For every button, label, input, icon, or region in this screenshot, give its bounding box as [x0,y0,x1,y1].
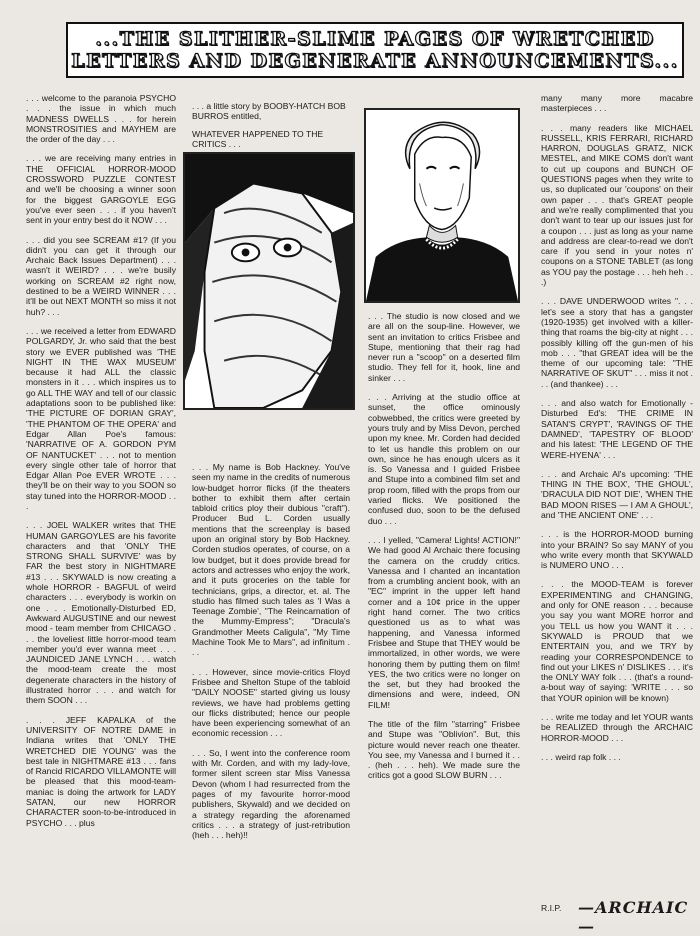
paragraph: . . . However, since movie-critics Floyd Frisbee and Shelton Stupe of the tabloid "DAILY NOOSE" started giving us lousy reviews, we have had problems getting our flicks distributed; hence our people have been experiencing somewhat of an economic recession . . . [192,666,350,739]
column-2 [192,462,350,849]
paragraph: many many more macabre masterpieces . . . [541,93,693,114]
paragraph: . . . welcome to the paranoia PSYCHO . . . the issue in which much MADNESS DWELLS . . . for herein MONSTROSITIES and MAYHEM are the order of the day . . . [26,93,176,145]
illustration-elderly-woman [364,108,520,303]
paragraph: . . . is the HORROR-MOOD burning into your BRAIN? So say MANY of you who write every month that SKYWALD is NUMERO UNO . . . [541,529,693,571]
paragraph: . . . many readers like MICHAEL RUSSELL, KRIS FERRARI, RICHARD HARRON, DOUGLAS GRATZ, NICK MESTEL, and MIKE COMS don't want to cut up coupons and BUNCH OF QUESTIONS pages when they write to us, so duplicated our 'coupons' on their own paper . . . that's GREAT people and we're really complimented that you don't want to tear up our issues just for a coupon . . . just as long as your name and address are clear-to-read we don't care if you send in your notes n' coupons on a STONE TABLET (as long as YOU pay the postage . . . heh heh . . .) [541,122,693,288]
header-line-1: ...THE SLITHER-SLIME PAGES OF WRETCHED [95,28,655,50]
paragraph: . . . I yelled, "Camera! Lights! ACTION!" We had good Al Archaic there focusing the camera on the cruddy critics. Vanessa and I chanted an incantation from a crumbling ancient book, with an "EC" imprint in the upper left hand corner and a 10¢ price in the upper right hand corner. The two critics questioned us as to what was happening, and Vanessa informed Frisbee and Stupe that THEY would be immortalized, in other words, we were honoring them by putting them on film! YES, the two critics were no longer on the set, but they had brooked the dimensions and were, indeed, ON FILM! [368,534,520,710]
paragraph: . . . and Archaic Al's upcoming: 'THE THING IN THE BOX', 'THE GHOUL', 'DRACULA DID NOT DIE', 'WHEN THE BAD MOON RISES — I AM A GHOUL', and 'THE ANCIENT ONE' . . . [541,468,693,520]
paragraph: . . . weird rap folk . . . [541,751,621,762]
column-3 [368,311,520,790]
paragraph: . . . My name is Bob Hackney. You've seen my name in the credits of numerous low-budget horror flicks (if the theaters bother to exhibit them after certain tabloid critics ploy their dubious "craft"). Producer Bud L. Corden usually mentions that the screenplay is based upon an original story by Bob Hackney. Corden studios operates, of course, on a low budget, but it does provide bread for actors and actresses who enjoy the work, and it puts groceries on the table for technicians, grips, a director, et. al. The studio has filmed such tales as 'I Was a Teenage Zombie', "The Reincarnation of the Mummy-Empress"; "Dracula's Grandmother Meets Caligula", "My Time Machine Took Me to Mars", ad infinitum . . . [192,462,350,658]
paragraph: . . . we received a letter from EDWARD POLGARDY, Jr. who said that the best story we EVER published was 'THE NIGHT IN THE WAX MUSEUM' because it had ALL the classic monsters in it . . . which inspires us to go ALL THE WAY and tell of our classic adaptations soon to be published like: 'THE PICTURE OF DORIAN GRAY', 'THE PHANTOM OF THE OPERA' and Edgar Allan Poe's famous: 'NARRATIVE OF A. GORDON PYM OF NANTUCKET' . . . not to mention every single other tale of horror that Edgar Allan Poe EVER WROTE . . . they'll be on their way to you SOON so stay tuned into the HORROR-MOOD . . . [26,325,176,511]
page-header [66,22,684,78]
paragraph: The title of the film "starring" Frisbee and Stupe was "Oblivion". But, this picture would never reach one theater. You see, my Vanessa and I burned it . . . (heh . . . heh). We made sure the critics got a good SLOW BURN . . . [368,718,520,781]
column-1 [26,93,176,837]
paragraph: . . . the MOOD-TEAM is forever EXPERIMENTING and CHANGING, and only for ONE reason . . . because you say you want MORE horror and you TELL us how you WANT it . . . SKYWALD is PROUD that we ENTERTAIN you, and we TRY by reading your CORRESPONDENCE to find out your LIKES n' DISLIKES . . . it's the ONLY WAY folk . . . (that's a round-a-bout way of saying: 'WRITE . . . so that YOUR opinion will be known) [541,579,693,703]
story-intro [192,101,348,156]
paragraph: . . . So, I went into the conference room with Mr. Corden, and with my lady-love, former silent screen star Miss Vanessa Devon (whom I had resurrected from the pages of my favourite horror-mood publishers, Skywald) and we decided on a strategy regarding the aforenamed critics . . . a strategy of just-retribution (heh . . . heh)!! [192,747,350,841]
paragraph: . . . The studio is now closed and we are all on the soup-line. However, we sent an invitation to critics Frisbee and Stupe, mentioning that their rag had never run a "scoop" on a deserted film studio. They fell for it, hook, line and sinker . . . [368,311,520,383]
illustration-bandaged-face [183,152,355,410]
header-line-2: LETTERS AND DEGENERATE ANNOUNCEMENTS... [71,50,679,72]
rip-label: R.I.P. [541,903,562,913]
paragraph: . . . Arriving at the studio office at sunset, the office ominously cobwebbed, the critics were greeted by yours truly and by Miss Devon, perched upon my knee. Mr. Corden had decided to let us handle this problem on our own, since he has enough ulcers as it is. So Vanessa and I guided Frisbee and Stupe into a combined film set and prop room, filled with the props from our varied flicks. We positioned the confused duo, soon to be the defused duo . . . [368,392,520,526]
paragraph: . . . DAVE UNDERWOOD writes ". . . let's see a story that has a gangster (1920-1935) get involved with a killer-thing that roams the big-city at night . . . possibly killing off the gun-men of his mob . . . "that GREAT idea will be the theme of our upcoming tale: "THE NARRATIVE OF SKUT" . . . miss it not . . . (and thankee) . . . [541,296,693,389]
paragraph: . . . we are receiving many entries in THE OFFICIAL HORROR-MOOD CROSSWORD PUZZLE CONTEST and we'll be choosing a winner soon for the biggest GARGOYLE EGG you've ever seen . . . if you haven't sent in your entry best do it NOW . . . [26,153,176,226]
paragraph: . . . write me today and let YOUR wants be REALIZED through the ARCHAIC HORROR-MOOD . . . [541,712,693,743]
paragraph: . . . JEFF KAPALKA of the UNIVERSITY OF NOTRE DAME in Indiana writes that 'ONLY THE WRETCHED DIE YOUNG' was the best tale in NIGHTMARE #13 . . . fans of Rancid RICARDO VILLAMONTE will be pleased that this mood-team-maniac is doing the artwork for LADY SATAN, our new HORROR CHARACTER soon-to-be-introduced in PSYCHO . . . plus [26,714,176,828]
archaic-signature: —ARCHAIC— [578,898,689,936]
story-title: WHATEVER HAPPENED TO THE CRITICS . . . [192,128,324,149]
paragraph: . . . JOEL WALKER writes that THE HUMAN GARGOYLES are his favorite characters and that 'ONLY THE STRONG SHALL SURVIVE' was by FAR the best story in NIGHTMARE #13 . . . SKYWALD is now creating a whole HORROR - BAGFUL of weird characters . . . everybody is workin on one . . . Emotionally-Disturbed ED, Awkward AUGUSTINE and our newest mood - team member from CHICAGO . . . the loveliest little horror-mood team member you'd ever wanna meet . . . JAUNDICED JANE LYNCH . . . watch the mood-team create the most degenerate characters in the history of illustrated horror . . . and watch for them SOON . . . [26,520,176,706]
paragraph: . . . did you see SCREAM #1? (If you didn't you can get it through our Archaic Back Issues Department) . . . wasn't it WEIRD? . . . we're busily working on SCREAM #2 right now, destined to be a WEIRD WINNER . . . it'll be out NEXT MONTH so miss it not huh? . . . [26,234,176,317]
column-4 [541,93,693,771]
story-credit: . . . a little story by BOOBY-HATCH BOB BURROS entitled, [192,101,346,122]
paragraph: . . . and also watch for Emotionally - Disturbed Ed's: 'THE CRIME IN SATAN'S CRYPT', 'RAVINGS OF THE DAMNED', 'TAPESTRY OF BLOOD' and his latest: 'THE LEGEND OF THE WERE-HYENA' . . . [541,398,693,460]
